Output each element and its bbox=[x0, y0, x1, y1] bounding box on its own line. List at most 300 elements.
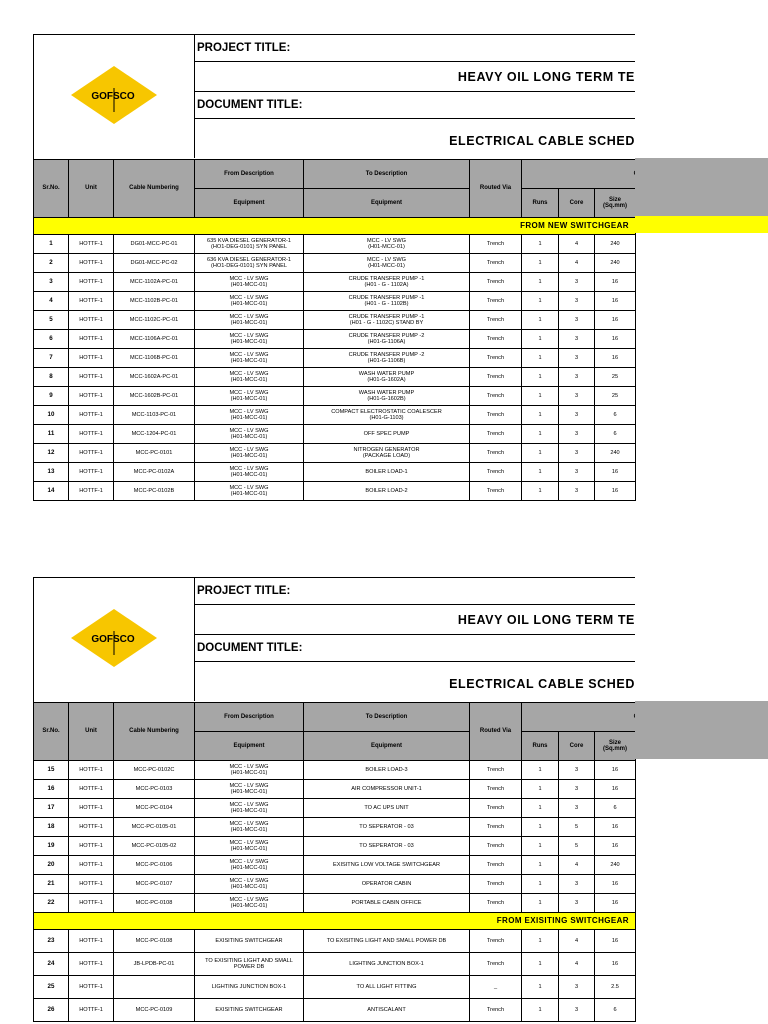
cell-size: 6 bbox=[595, 425, 636, 444]
cell-routed-via: _ bbox=[470, 976, 522, 999]
cell-core: 3 bbox=[559, 330, 595, 349]
cell-size: 16 bbox=[595, 837, 636, 856]
cell-runs: 1 bbox=[522, 235, 559, 254]
cell-sr-no: 21 bbox=[34, 875, 69, 894]
cell-unit: HOTTF-1 bbox=[69, 254, 114, 273]
cell-size: 16 bbox=[595, 894, 636, 913]
cell-cable-number: DG01-MCC-PC-02 bbox=[114, 254, 195, 273]
cell-to-equipment: CRUDE TRANSFER PUMP -1 (H01 - G - 1102C) STAND BY bbox=[304, 311, 470, 330]
cell-routed-via: Trench bbox=[470, 818, 522, 837]
cell-unit: HOTTF-1 bbox=[69, 976, 114, 999]
cell-size: 16 bbox=[595, 818, 636, 837]
header-size: Size (Sq.mm) bbox=[595, 732, 636, 761]
project-title-value: HEAVY OIL LONG TERM TE bbox=[457, 613, 635, 627]
header-core: Core bbox=[559, 732, 595, 761]
project-title-value: HEAVY OIL LONG TERM TE bbox=[457, 70, 635, 84]
cell-from-equipment: MCC - LV SWG (H01-MCC-01) bbox=[195, 349, 304, 368]
cell-runs: 1 bbox=[522, 780, 559, 799]
cell-runs: 1 bbox=[522, 330, 559, 349]
cell-sr-no: 15 bbox=[34, 761, 69, 780]
cell-size: 6 bbox=[595, 999, 636, 1022]
cell-runs: 1 bbox=[522, 254, 559, 273]
cell-cable-number: MCC-1103-PC-01 bbox=[114, 406, 195, 425]
cell-routed-via: Trench bbox=[470, 444, 522, 463]
cell-from-equipment: MCC - LV SWG (H01-MCC-01) bbox=[195, 463, 304, 482]
cell-to-equipment: ANTISCALANT bbox=[304, 999, 470, 1022]
cell-core: 3 bbox=[559, 875, 595, 894]
table-row bbox=[34, 235, 636, 254]
project-title-label: PROJECT TITLE: bbox=[197, 585, 291, 597]
cell-sr-no: 11 bbox=[34, 425, 69, 444]
cell-unit: HOTTF-1 bbox=[69, 273, 114, 292]
table-row bbox=[34, 976, 636, 999]
gofsco-logo-icon bbox=[69, 607, 159, 669]
header-to-description: To Description bbox=[304, 703, 470, 732]
cell-core: 3 bbox=[559, 444, 595, 463]
cell-cable-number: MCC-PC-0101 bbox=[114, 444, 195, 463]
cell-cable-number: MCC-PC-0103 bbox=[114, 780, 195, 799]
table-row bbox=[34, 330, 636, 349]
table-row bbox=[34, 349, 636, 368]
table-row bbox=[34, 292, 636, 311]
cell-core: 3 bbox=[559, 780, 595, 799]
cell-sr-no: 18 bbox=[34, 818, 69, 837]
cell-unit: HOTTF-1 bbox=[69, 999, 114, 1022]
cell-to-equipment: TO AC UPS UNIT bbox=[304, 799, 470, 818]
cell-core: 3 bbox=[559, 999, 595, 1022]
cell-core: 5 bbox=[559, 818, 595, 837]
cell-unit: HOTTF-1 bbox=[69, 463, 114, 482]
header-cable-group bbox=[522, 160, 636, 189]
cell-routed-via: Trench bbox=[470, 463, 522, 482]
table-row bbox=[34, 368, 636, 387]
cell-unit: HOTTF-1 bbox=[69, 761, 114, 780]
cell-sr-no: 3 bbox=[34, 273, 69, 292]
table-row bbox=[34, 780, 636, 799]
cable-schedule-table bbox=[33, 702, 636, 1022]
cell-from-equipment: MCC - LV SWG (H01-MCC-01) bbox=[195, 425, 304, 444]
cell-cable-number: MCC-1204-PC-01 bbox=[114, 425, 195, 444]
cell-from-equipment: MCC - LV SWG (H01-MCC-01) bbox=[195, 273, 304, 292]
cell-from-equipment: MCC - LV SWG (H01-MCC-01) bbox=[195, 761, 304, 780]
cell-size: 6 bbox=[595, 799, 636, 818]
cell-to-equipment: OPERATOR CABIN bbox=[304, 875, 470, 894]
cell-from-equipment: 635 KVA DIESEL GENERATOR-1 (HO1-DEG-0101) SYN PANEL bbox=[195, 235, 304, 254]
cell-routed-via: Trench bbox=[470, 837, 522, 856]
svg-text:GOFSCO: GOFSCO bbox=[91, 91, 135, 102]
cell-cable-number: MCC-PC-0107 bbox=[114, 875, 195, 894]
cell-cable-number: JB-LPDB-PC-01 bbox=[114, 953, 195, 976]
cell-sr-no: 5 bbox=[34, 311, 69, 330]
cell-cable-number: MCC-1102B-PC-01 bbox=[114, 292, 195, 311]
cell-from-equipment: MCC - LV SWG (H01-MCC-01) bbox=[195, 894, 304, 913]
cell-runs: 1 bbox=[522, 930, 559, 953]
cell-runs: 1 bbox=[522, 311, 559, 330]
cell-routed-via: Trench bbox=[470, 235, 522, 254]
cell-routed-via: Trench bbox=[470, 856, 522, 875]
cell-from-equipment: MCC - LV SWG (H01-MCC-01) bbox=[195, 818, 304, 837]
cell-sr-no: 22 bbox=[34, 894, 69, 913]
cell-size: 240 bbox=[595, 235, 636, 254]
table-row bbox=[34, 894, 636, 913]
cell-sr-no: 23 bbox=[34, 930, 69, 953]
cell-sr-no: 1 bbox=[34, 235, 69, 254]
cell-routed-via: Trench bbox=[470, 780, 522, 799]
cell-routed-via: Trench bbox=[470, 292, 522, 311]
table-row bbox=[34, 761, 636, 780]
cell-unit: HOTTF-1 bbox=[69, 311, 114, 330]
cell-unit: HOTTF-1 bbox=[69, 875, 114, 894]
cell-runs: 1 bbox=[522, 761, 559, 780]
cell-to-equipment: OFF SPEC PUMP bbox=[304, 425, 470, 444]
cell-routed-via: Trench bbox=[470, 254, 522, 273]
cell-to-equipment: CRUDE TRANSFER PUMP -2 (H01-G-1106B) bbox=[304, 349, 470, 368]
cell-size: 2.5 bbox=[595, 976, 636, 999]
table-row bbox=[34, 999, 636, 1022]
cell-unit: HOTTF-1 bbox=[69, 837, 114, 856]
cell-core: 3 bbox=[559, 406, 595, 425]
cell-routed-via: Trench bbox=[470, 799, 522, 818]
cell-sr-no: 12 bbox=[34, 444, 69, 463]
cell-unit: HOTTF-1 bbox=[69, 482, 114, 501]
cell-size: 16 bbox=[595, 930, 636, 953]
cell-to-equipment: TO EXISITING LIGHT AND SMALL POWER DB bbox=[304, 930, 470, 953]
cell-size: 240 bbox=[595, 856, 636, 875]
table-row bbox=[34, 273, 636, 292]
cell-sr-no: 19 bbox=[34, 837, 69, 856]
cell-unit: HOTTF-1 bbox=[69, 425, 114, 444]
cell-unit: HOTTF-1 bbox=[69, 292, 114, 311]
cell-runs: 1 bbox=[522, 976, 559, 999]
header-core: Core bbox=[559, 189, 595, 218]
cell-routed-via: Trench bbox=[470, 273, 522, 292]
header-size: Size (Sq.mm) bbox=[595, 189, 636, 218]
header-from-description: From Description bbox=[195, 160, 304, 189]
cell-to-equipment: MCC - LV SWG (H01-MCC-01) bbox=[304, 254, 470, 273]
header-sr-no: Sr.No. bbox=[34, 160, 69, 218]
cell-size: 16 bbox=[595, 349, 636, 368]
cell-to-equipment: COMPACT ELECTROSTATIC COALESCER (H01-G-1103) bbox=[304, 406, 470, 425]
cell-cable-number: MCC-1102A-PC-01 bbox=[114, 273, 195, 292]
cell-routed-via: Trench bbox=[470, 406, 522, 425]
cell-size: 16 bbox=[595, 463, 636, 482]
project-title-label: PROJECT TITLE: bbox=[197, 42, 291, 54]
cell-size: 16 bbox=[595, 875, 636, 894]
logo-cell bbox=[34, 578, 195, 701]
cell-cable-number: MCC-PC-0104 bbox=[114, 799, 195, 818]
logo-cell bbox=[34, 35, 195, 158]
document-title-value: ELECTRICAL CABLE SCHED bbox=[449, 134, 635, 148]
cell-unit: HOTTF-1 bbox=[69, 818, 114, 837]
cell-to-equipment: TO SEPERATOR - 03 bbox=[304, 837, 470, 856]
schedule-sheet-1 bbox=[33, 34, 635, 501]
cell-cable-number: MCC-PC-0105-02 bbox=[114, 837, 195, 856]
header-routed-via: Routed Via bbox=[470, 703, 522, 761]
cell-unit: HOTTF-1 bbox=[69, 444, 114, 463]
cell-from-equipment: MCC - LV SWG (H01-MCC-01) bbox=[195, 368, 304, 387]
cell-core: 3 bbox=[559, 292, 595, 311]
header-from-description: From Description bbox=[195, 703, 304, 732]
table-row bbox=[34, 254, 636, 273]
header-to-description: To Description bbox=[304, 160, 470, 189]
cell-runs: 1 bbox=[522, 349, 559, 368]
cell-cable-number: MCC-PC-0106 bbox=[114, 856, 195, 875]
cell-to-equipment: MCC - LV SWG (H01-MCC-01) bbox=[304, 235, 470, 254]
cell-routed-via: Trench bbox=[470, 311, 522, 330]
cell-to-equipment: CRUDE TRANSFER PUMP -2 (H01-G-1106A) bbox=[304, 330, 470, 349]
cell-unit: HOTTF-1 bbox=[69, 780, 114, 799]
cell-to-equipment: NITROGEN GENERATOR (PACKAGE LOAD) bbox=[304, 444, 470, 463]
cell-runs: 1 bbox=[522, 799, 559, 818]
section-new-switchgear: FROM NEW SWITCHGEAR bbox=[34, 218, 636, 235]
cell-cable-number: MCC-PC-0108 bbox=[114, 894, 195, 913]
cell-core: 4 bbox=[559, 953, 595, 976]
cell-size: 16 bbox=[595, 761, 636, 780]
cell-runs: 1 bbox=[522, 273, 559, 292]
cell-to-equipment: BOILER LOAD-2 bbox=[304, 482, 470, 501]
cell-sr-no: 4 bbox=[34, 292, 69, 311]
table-row bbox=[34, 444, 636, 463]
gofsco-logo-icon bbox=[69, 64, 159, 126]
cell-core: 3 bbox=[559, 349, 595, 368]
header-from-equipment: Equipment bbox=[195, 189, 304, 218]
section-overflow bbox=[635, 216, 768, 233]
cell-unit: HOTTF-1 bbox=[69, 406, 114, 425]
cell-unit: HOTTF-1 bbox=[69, 930, 114, 953]
cell-cable-number: MCC-PC-0109 bbox=[114, 999, 195, 1022]
cell-from-equipment: MCC - LV SWG (H01-MCC-01) bbox=[195, 387, 304, 406]
cell-core: 3 bbox=[559, 482, 595, 501]
svg-text:GOFSCO: GOFSCO bbox=[91, 634, 135, 645]
cell-core: 3 bbox=[559, 894, 595, 913]
cell-runs: 1 bbox=[522, 894, 559, 913]
cell-routed-via: Trench bbox=[470, 482, 522, 501]
header-cable-numbering: Cable Numbering bbox=[114, 160, 195, 218]
header-from-equipment: Equipment bbox=[195, 732, 304, 761]
cell-core: 3 bbox=[559, 976, 595, 999]
cell-routed-via: Trench bbox=[470, 761, 522, 780]
cell-size: 16 bbox=[595, 273, 636, 292]
cell-runs: 1 bbox=[522, 482, 559, 501]
cell-runs: 1 bbox=[522, 856, 559, 875]
cell-to-equipment: AIR COMPRESSOR UNIT-1 bbox=[304, 780, 470, 799]
header-unit: Unit bbox=[69, 703, 114, 761]
cell-runs: 1 bbox=[522, 999, 559, 1022]
cell-runs: 1 bbox=[522, 368, 559, 387]
cell-to-equipment: TO SEPERATOR - 03 bbox=[304, 818, 470, 837]
table-row bbox=[34, 482, 636, 501]
cell-from-equipment: LIGHTING JUNCTION BOX-1 bbox=[195, 976, 304, 999]
cell-size: 16 bbox=[595, 311, 636, 330]
cell-size: 240 bbox=[595, 444, 636, 463]
cell-routed-via: Trench bbox=[470, 425, 522, 444]
cell-runs: 1 bbox=[522, 818, 559, 837]
header-runs: Runs bbox=[522, 732, 559, 761]
cell-size: 16 bbox=[595, 953, 636, 976]
cell-to-equipment: BOILER LOAD-3 bbox=[304, 761, 470, 780]
cell-sr-no: 25 bbox=[34, 976, 69, 999]
cell-sr-no: 6 bbox=[34, 330, 69, 349]
cable-schedule-table bbox=[33, 159, 636, 501]
cell-from-equipment: MCC - LV SWG (H01-MCC-01) bbox=[195, 406, 304, 425]
header-overflow bbox=[635, 158, 768, 216]
schedule-sheet-2 bbox=[33, 577, 635, 1022]
table-row bbox=[34, 406, 636, 425]
cell-size: 25 bbox=[595, 387, 636, 406]
cell-cable-number: MCC-PC-0102A bbox=[114, 463, 195, 482]
cell-sr-no: 8 bbox=[34, 368, 69, 387]
header-runs: Runs bbox=[522, 189, 559, 218]
title-block bbox=[33, 577, 635, 702]
cell-runs: 1 bbox=[522, 406, 559, 425]
cell-to-equipment: CRUDE TRANSFER PUMP -1 (H01 - G - 1102A) bbox=[304, 273, 470, 292]
title-block bbox=[33, 34, 635, 159]
cell-unit: HOTTF-1 bbox=[69, 330, 114, 349]
cell-sr-no: 14 bbox=[34, 482, 69, 501]
cell-sr-no: 10 bbox=[34, 406, 69, 425]
cell-routed-via: Trench bbox=[470, 999, 522, 1022]
cell-core: 4 bbox=[559, 930, 595, 953]
cell-sr-no: 26 bbox=[34, 999, 69, 1022]
cell-sr-no: 24 bbox=[34, 953, 69, 976]
cell-to-equipment: EXISITNG LOW VOLTAGE SWITCHGEAR bbox=[304, 856, 470, 875]
cell-size: 240 bbox=[595, 254, 636, 273]
cell-sr-no: 17 bbox=[34, 799, 69, 818]
cell-runs: 1 bbox=[522, 425, 559, 444]
cell-cable-number: MCC-PC-0108 bbox=[114, 930, 195, 953]
cell-unit: HOTTF-1 bbox=[69, 387, 114, 406]
cell-unit: HOTTF-1 bbox=[69, 953, 114, 976]
cell-core: 4 bbox=[559, 235, 595, 254]
cell-routed-via: Trench bbox=[470, 953, 522, 976]
cell-routed-via: Trench bbox=[470, 349, 522, 368]
document-title-label: DOCUMENT TITLE: bbox=[197, 99, 303, 111]
cell-runs: 1 bbox=[522, 463, 559, 482]
cell-core: 3 bbox=[559, 387, 595, 406]
cell-sr-no: 20 bbox=[34, 856, 69, 875]
cell-cable-number: MCC-PC-0102B bbox=[114, 482, 195, 501]
cell-routed-via: Trench bbox=[470, 930, 522, 953]
cell-unit: HOTTF-1 bbox=[69, 349, 114, 368]
cell-cable-number bbox=[114, 976, 195, 999]
cell-from-equipment: MCC - LV SWG (H01-MCC-01) bbox=[195, 799, 304, 818]
cell-core: 3 bbox=[559, 273, 595, 292]
cell-size: 25 bbox=[595, 368, 636, 387]
document-title-label: DOCUMENT TITLE: bbox=[197, 642, 303, 654]
cell-to-equipment: PORTABLE CABIN OFFICE bbox=[304, 894, 470, 913]
cell-size: 16 bbox=[595, 780, 636, 799]
cell-unit: HOTTF-1 bbox=[69, 235, 114, 254]
table-row bbox=[34, 837, 636, 856]
document-title-value: ELECTRICAL CABLE SCHED bbox=[449, 677, 635, 691]
table-row bbox=[34, 856, 636, 875]
cell-routed-via: Trench bbox=[470, 368, 522, 387]
table-row bbox=[34, 463, 636, 482]
header-to-equipment: Equipment bbox=[304, 732, 470, 761]
cell-to-equipment: WASH WATER PUMP (H01-G-1602B) bbox=[304, 387, 470, 406]
table-row bbox=[34, 425, 636, 444]
table-row bbox=[34, 818, 636, 837]
cell-to-equipment: CRUDE TRANSFER PUMP -1 (H01 - G - 1102B) bbox=[304, 292, 470, 311]
cell-size: 16 bbox=[595, 482, 636, 501]
header-cable-numbering: Cable Numbering bbox=[114, 703, 195, 761]
cell-cable-number: MCC-1102C-PC-01 bbox=[114, 311, 195, 330]
cell-from-equipment: TO EXISITING LIGHT AND SMALL POWER DB bbox=[195, 953, 304, 976]
cell-from-equipment: MCC - LV SWG (H01-MCC-01) bbox=[195, 292, 304, 311]
cell-core: 3 bbox=[559, 311, 595, 330]
cell-from-equipment: MCC - LV SWG (H01-MCC-01) bbox=[195, 875, 304, 894]
cell-unit: HOTTF-1 bbox=[69, 799, 114, 818]
cell-from-equipment: MCC - LV SWG (H01-MCC-01) bbox=[195, 444, 304, 463]
cell-sr-no: 16 bbox=[34, 780, 69, 799]
cell-runs: 1 bbox=[522, 292, 559, 311]
table-row bbox=[34, 930, 636, 953]
table-row bbox=[34, 799, 636, 818]
cell-from-equipment: 636 KVA DIESEL GENERATOR-1 (HO1-DEG-0101) SYN PANEL bbox=[195, 254, 304, 273]
cell-core: 3 bbox=[559, 463, 595, 482]
cell-sr-no: 7 bbox=[34, 349, 69, 368]
cell-sr-no: 13 bbox=[34, 463, 69, 482]
cell-cable-number: MCC-PC-0102C bbox=[114, 761, 195, 780]
cell-core: 5 bbox=[559, 837, 595, 856]
cell-from-equipment: EXISITING SWITCHGEAR bbox=[195, 999, 304, 1022]
cell-to-equipment: BOILER LOAD-1 bbox=[304, 463, 470, 482]
header-overflow bbox=[635, 701, 768, 759]
cell-sr-no: 9 bbox=[34, 387, 69, 406]
section-existing-switchgear: FROM EXISITING SWITCHGEAR bbox=[34, 913, 636, 930]
header-unit: Unit bbox=[69, 160, 114, 218]
cell-runs: 1 bbox=[522, 387, 559, 406]
cell-routed-via: Trench bbox=[470, 387, 522, 406]
table-row bbox=[34, 387, 636, 406]
header-sr-no: Sr.No. bbox=[34, 703, 69, 761]
cell-size: 6 bbox=[595, 406, 636, 425]
cell-runs: 1 bbox=[522, 953, 559, 976]
table-row bbox=[34, 953, 636, 976]
cell-from-equipment: EXISITING SWITCHGEAR bbox=[195, 930, 304, 953]
table-row bbox=[34, 311, 636, 330]
cell-sr-no: 2 bbox=[34, 254, 69, 273]
cell-core: 3 bbox=[559, 425, 595, 444]
cell-from-equipment: MCC - LV SWG (H01-MCC-01) bbox=[195, 330, 304, 349]
cell-from-equipment: MCC - LV SWG (H01-MCC-01) bbox=[195, 482, 304, 501]
cell-to-equipment: TO ALL LIGHT FITTING bbox=[304, 976, 470, 999]
cell-core: 3 bbox=[559, 799, 595, 818]
cell-routed-via: Trench bbox=[470, 875, 522, 894]
cell-cable-number: MCC-1602A-PC-01 bbox=[114, 368, 195, 387]
cell-from-equipment: MCC - LV SWG (H01-MCC-01) bbox=[195, 837, 304, 856]
cell-core: 4 bbox=[559, 856, 595, 875]
cell-core: 4 bbox=[559, 254, 595, 273]
cell-runs: 1 bbox=[522, 837, 559, 856]
cell-cable-number: MCC-1106B-PC-01 bbox=[114, 349, 195, 368]
cell-from-equipment: MCC - LV SWG (H01-MCC-01) bbox=[195, 780, 304, 799]
cell-cable-number: MCC-PC-0105-01 bbox=[114, 818, 195, 837]
header-cable-group bbox=[522, 703, 636, 732]
cell-core: 3 bbox=[559, 368, 595, 387]
table-row bbox=[34, 875, 636, 894]
cell-routed-via: Trench bbox=[470, 894, 522, 913]
cell-size: 16 bbox=[595, 292, 636, 311]
cell-to-equipment: WASH WATER PUMP (H01-G-1602A) bbox=[304, 368, 470, 387]
cell-unit: HOTTF-1 bbox=[69, 368, 114, 387]
cell-cable-number: DG01-MCC-PC-01 bbox=[114, 235, 195, 254]
cell-unit: HOTTF-1 bbox=[69, 856, 114, 875]
cell-from-equipment: MCC - LV SWG (H01-MCC-01) bbox=[195, 856, 304, 875]
cell-cable-number: MCC-1106A-PC-01 bbox=[114, 330, 195, 349]
cell-from-equipment: MCC - LV SWG (H01-MCC-01) bbox=[195, 311, 304, 330]
cell-unit: HOTTF-1 bbox=[69, 894, 114, 913]
